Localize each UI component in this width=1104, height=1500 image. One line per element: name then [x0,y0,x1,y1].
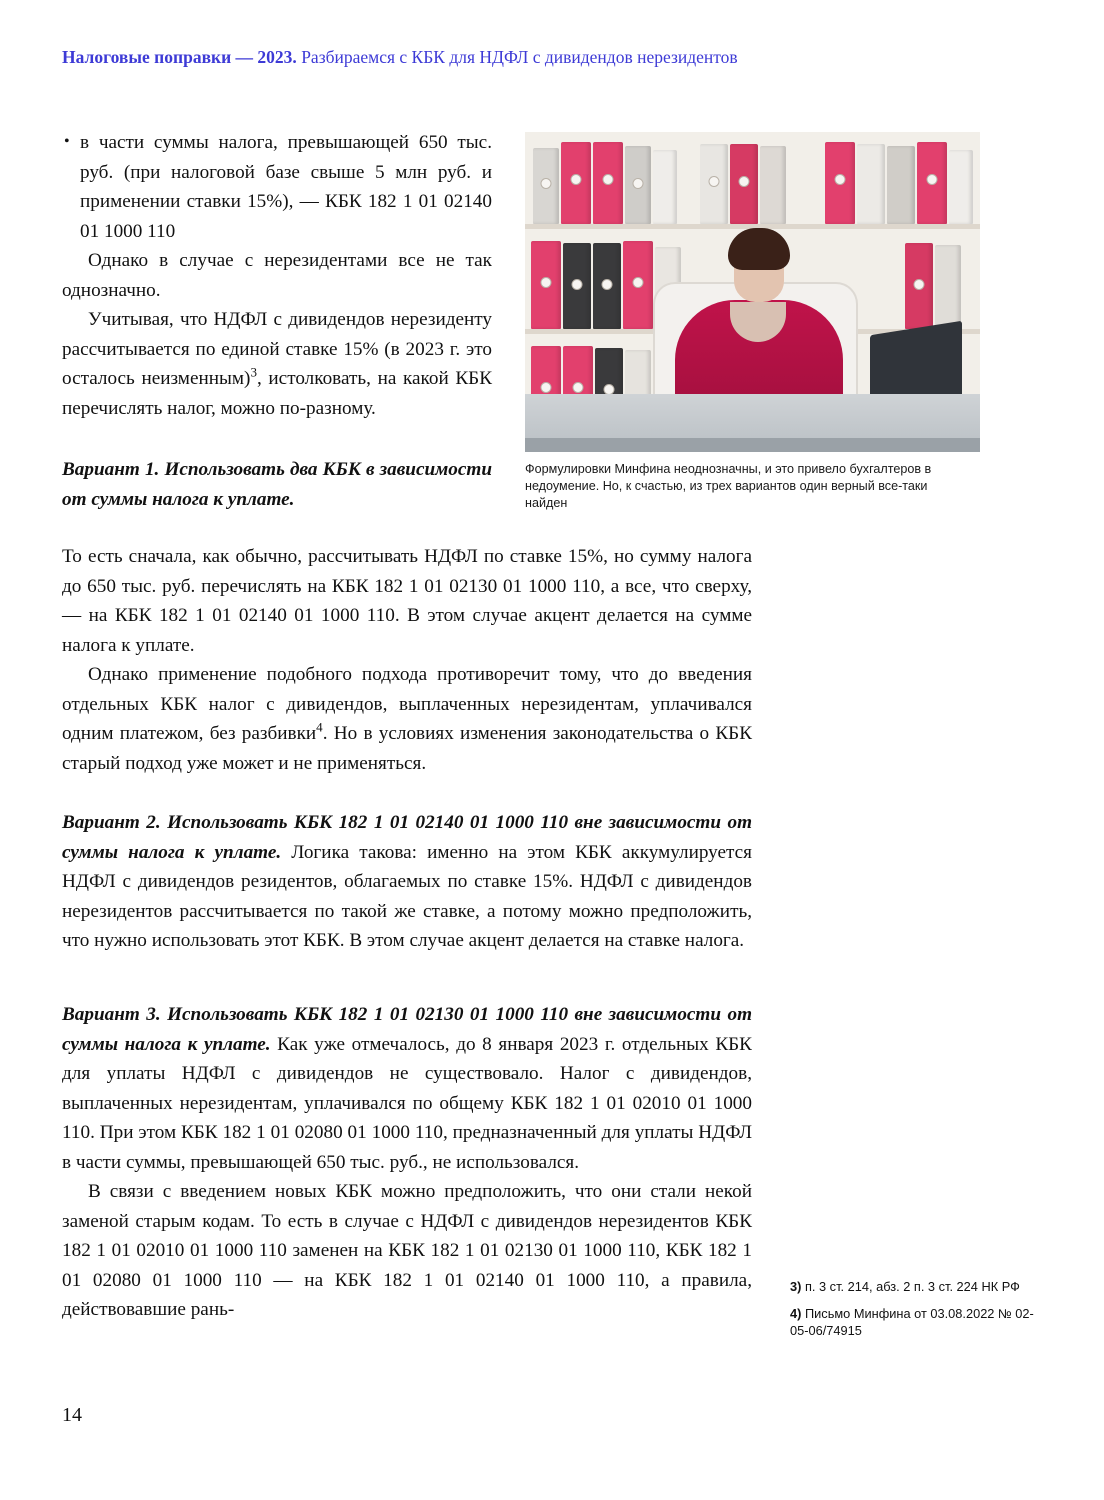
binder [561,142,591,224]
binder [533,148,559,224]
figure [525,132,980,512]
binder [653,150,677,224]
text-column-left [62,128,492,423]
paragraph-1: Однако в случае с нерезидентами все не так однозначно. [62,250,492,301]
binder [593,243,621,329]
variant-3-heading: Вариант 3. Использовать КБК 182 1 01 02130 01 1000 110 вне зависимости от суммы налога к уплате. [62,1004,752,1055]
variant-2-block [62,808,752,956]
binder [825,142,855,224]
binder [935,245,961,329]
figure-caption: Формулировки Минфина неоднозначны, и это привело бухгалтеров в недоумение. Но, к счастью, из трех вариантов один верный все-таки найден [525,462,932,510]
bullet-paragraph: • в части суммы налога, превышающей 650 тыс. руб. (при налоговой базе свыше 5 млн руб. и применении ставки 15%), — КБК 182 1 01 02140 01 1000 110 [62,128,492,246]
binder [905,243,933,329]
footnote-ref-3: 3 [250,364,257,380]
footnote-4 [790,1305,1038,1340]
variant-1-heading-block [62,455,492,514]
footnote-4-number: 4) [790,1305,802,1321]
variant-3-body: Как уже отмечалось, до 8 января 2023 г. отдельных КБК для уплаты НДФЛ с дивидендов не существовало. Налог с дивидендов, выплаченных нерезидентам, уплачивался по общему КБК 182 1 01 02010 01 1000 110. При этом КБК 182 1 01 02080 01 1000 110, предназначенный для уплаты НДФЛ в части суммы, превышающей 650 тыс. руб., не использовался. [62,1033,752,1173]
binder [625,146,651,224]
binder [887,146,915,224]
page-number: 14 [62,1404,82,1426]
binder [623,241,653,329]
desk-edge [525,438,980,452]
footnote-3-number: 3) [790,1279,802,1294]
binder [593,142,623,224]
binder [857,144,885,224]
variant-1-body-block [62,542,752,778]
shelf-row-top [525,132,980,229]
footnote-3-text: п. 3 ст. 214, абз. 2 п. 3 ст. 224 НК РФ [804,1279,1020,1294]
paragraph-3-b: . Но в условиях изменения законодательства о КБК старый подход уже может и не применяться. [62,723,752,774]
binder [730,144,758,224]
variant-1-body: То есть сначала, как обычно, рассчитывать НДФЛ по ставке 15%, но сумму налога до 650 тыс. руб. перечислять на КБК 182 1 01 02130 01 1000 110, а все, что сверху, — на КБК 182 1 01 02140 01 1000 110. В этом случае акцент делается на сумме налога к уплате. [62,546,752,656]
variant-1-heading: Вариант 1. Использовать два КБК в зависимости от суммы налога к уплате. [62,459,492,510]
paragraph-4: В связи с введением новых КБК можно предположить, что они стали некой заменой старым кодам. То есть в случае с НДФЛ с дивидендов нерезидентов КБК 182 1 01 02010 01 1000 110 заменен на КБК 182 1 01 02130 01 1000 110, КБК 182 1 01 02080 01 1000 110 — на КБК 182 1 01 02140 01 1000 110, а правила, действовавшие рань- [62,1181,752,1320]
paragraph-3 [62,660,752,778]
person-hair [728,228,790,270]
variant-3-paragraph [62,1000,752,1177]
binder [700,144,728,224]
footnote-3 [790,1278,1038,1296]
running-head-title: Налоговые поправки — 2023. [62,47,297,67]
binder [563,243,591,329]
photo-office-woman [525,132,980,452]
variant-2-heading: Вариант 2. Использовать КБК 182 1 01 02140 01 1000 110 вне зависимости от суммы налога к уплате. [62,812,752,863]
running-head-subtitle: Разбираемся с КБК для НДФЛ с дивидендов нерезидентов [301,47,738,67]
variant-2-paragraph [62,808,752,956]
binder [760,146,786,224]
paragraph-2-b: , истолковать, на какой КБК перечислять налог, можно по-разному. [62,368,493,419]
paragraph-2 [62,305,492,423]
variant-2-body: Логика такова: именно на этом КБК аккумулируется НДФЛ с дивидендов резидентов, облагаемых по ставке 15%. НДФЛ с дивидендов нерезидентов рассчитывается по такой же ставке, а потому можно предположить, что нужно использовать этот КБК. В этом случае акцент делается на ставке налога. [62,841,752,951]
running-head [62,46,1042,68]
footnote-4-text: Письмо Минфина от 03.08.2022 № 02-05-06/74915 [790,1305,1034,1338]
paragraph-2-a: Учитывая, что НДФЛ с дивидендов нерезиденту рассчитывается по единой ставке 15% (в 2023 г. это осталось неизменным) [62,309,492,389]
variant-3-block [62,1000,752,1325]
footnote-ref-4: 4 [316,719,323,735]
binder [917,142,947,224]
binder [949,150,973,224]
footnotes [790,1278,1038,1349]
paragraph-3-a: Однако применение подобного подхода противоречит тому, что до введения отдельных КБК налог с дивидендов, выплаченных нерезидентам, уплачивался одним платежом, без разбивки [62,664,752,744]
binder [531,241,561,329]
